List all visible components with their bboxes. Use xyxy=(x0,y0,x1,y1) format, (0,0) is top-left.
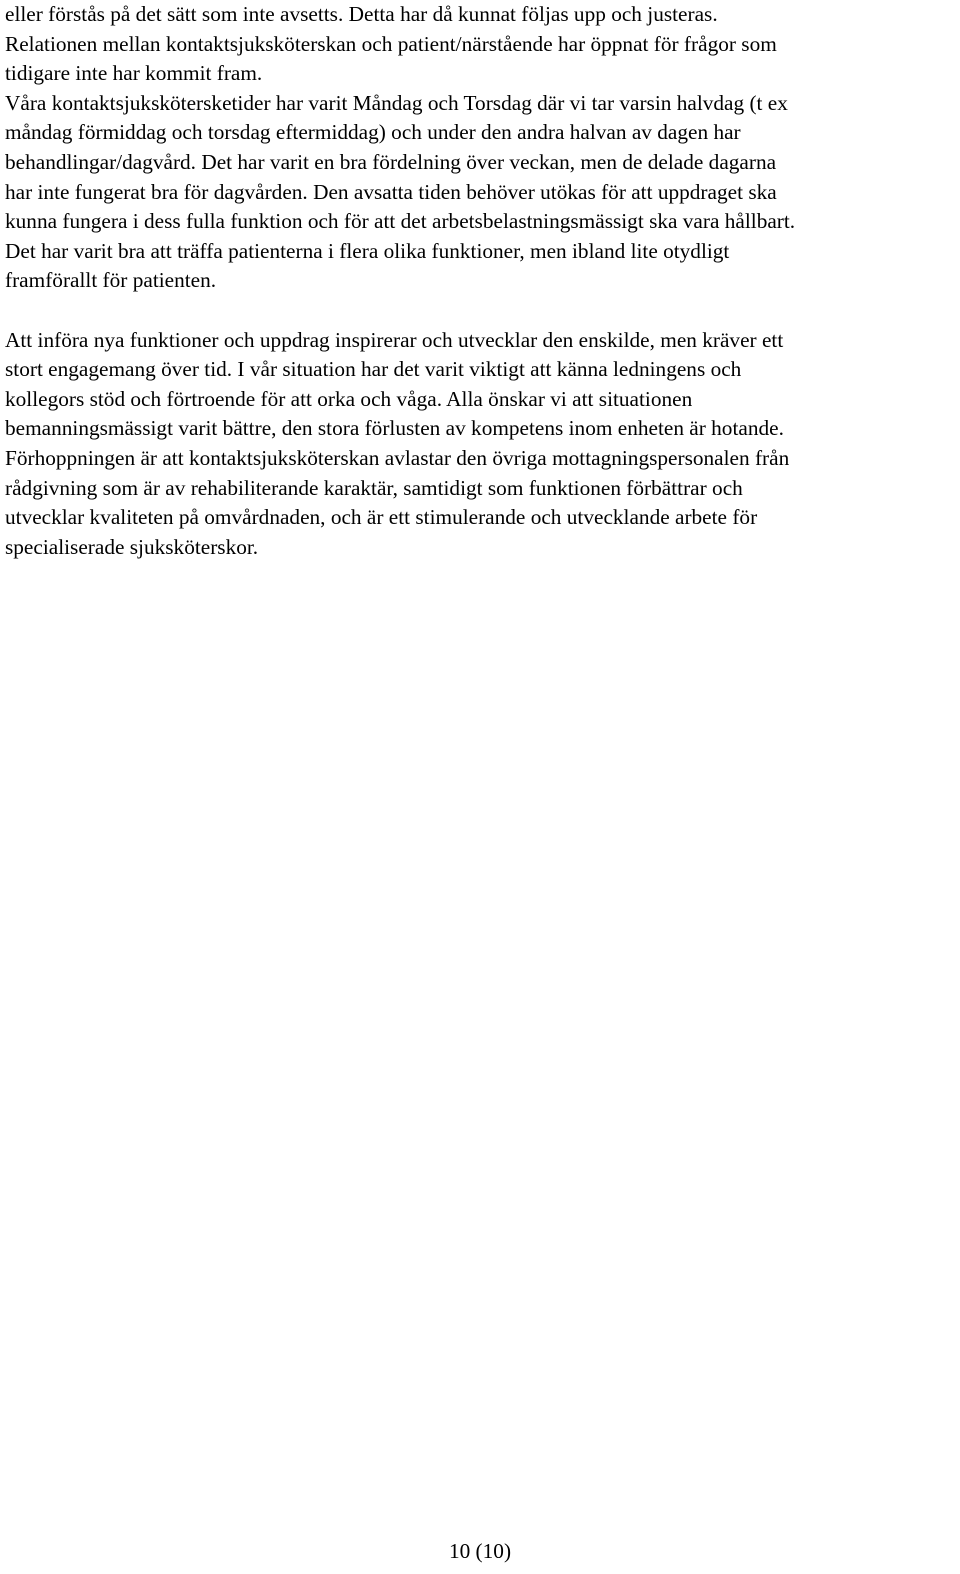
text-line: Att införa nya funktioner och uppdrag inspirerar och utvecklar den enskilde, men kräver ett xyxy=(5,327,784,352)
text-line: rådgivning som är av rehabiliterande karaktär, samtidigt som funktionen förbättrar och xyxy=(5,475,743,500)
paragraph-spacer xyxy=(5,296,955,326)
text-line: Relationen mellan kontaktsjuksköterskan och patient/närstående har öppnat för frågor som xyxy=(5,31,777,56)
text-line: kunna fungera i dess fulla funktion och för att det arbetsbelastningsmässigt ska vara hållbart. xyxy=(5,209,796,234)
text-line: specialiserade sjuksköterskor. xyxy=(5,534,259,559)
text-line: eller förstås på det sätt som inte avsetts. Detta har då kunnat följas upp och justeras. xyxy=(5,2,718,26)
text-line: kollegors stöd och förtroende för att orka och våga. Alla önskar vi att situationen xyxy=(5,386,693,411)
text-line: Våra kontaktsjukskötersketider har varit Måndag och Torsdag där vi tar varsin halvdag (t ex xyxy=(5,90,788,115)
text-line: Förhoppningen är att kontaktsjuksköterskan avlastar den övriga mottagningspersonalen från xyxy=(5,445,790,470)
text-line: utvecklar kvaliteten på omvårdnaden, och är ett stimulerande och utvecklande arbete för xyxy=(5,505,758,530)
text-line: tidigare inte har kommit fram. xyxy=(5,61,263,86)
text-line: har inte fungerat bra för dagvården. Den avsatta tiden behöver utökas för att uppdraget ska xyxy=(5,179,777,204)
text-line: måndag förmiddag och torsdag eftermiddag) och under den andra halvan av dagen har xyxy=(5,120,741,145)
paragraph-2 xyxy=(5,326,955,563)
paragraph-1 xyxy=(5,0,955,296)
text-line: Det har varit bra att träffa patienterna i flera olika funktioner, men ibland lite otydligt xyxy=(5,238,730,263)
text-line: bemanningsmässigt varit bättre, den stora förlusten av kompetens inom enheten är hotande. xyxy=(5,416,784,441)
page-number: 10 (10) xyxy=(448,1539,512,1563)
text-line: behandlingar/dagvård. Det har varit en bra fördelning över veckan, men de delade dagarna xyxy=(5,149,777,174)
text-line: stort engagemang över tid. I vår situation har det varit viktigt att känna ledningens och xyxy=(5,357,742,382)
body-text xyxy=(5,0,955,562)
text-line: framförallt för patienten. xyxy=(5,268,217,293)
